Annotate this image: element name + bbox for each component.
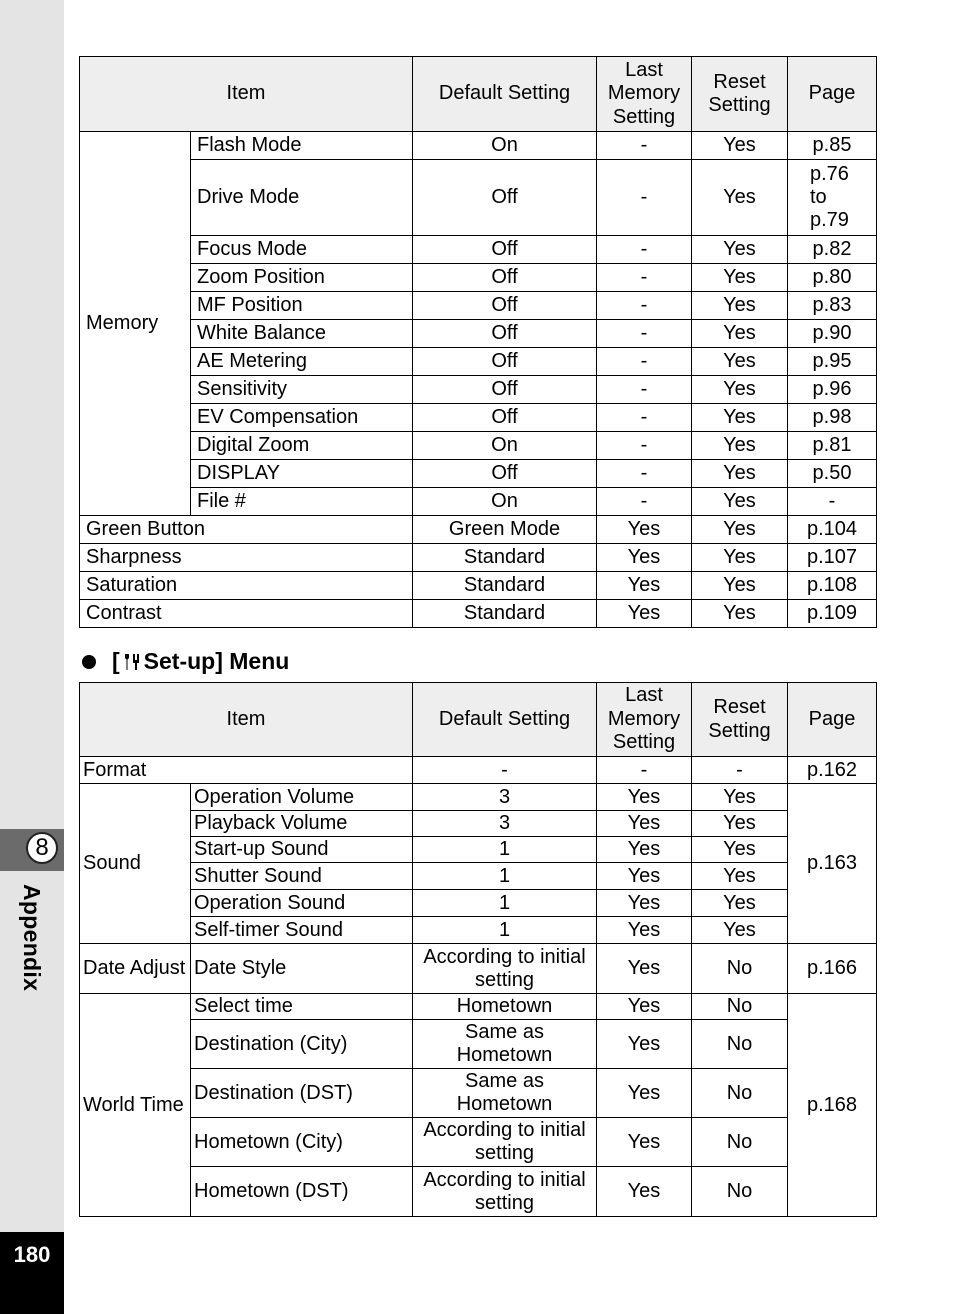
table-row	[80, 236, 877, 264]
row-last: -	[597, 320, 692, 348]
row-item: Destination (DST)	[191, 1069, 413, 1118]
page-number: 180	[13, 1242, 51, 1267]
row-page: p.85	[788, 132, 877, 160]
row-item: MF Position	[191, 292, 413, 320]
world-time-page: p.168	[788, 994, 877, 1217]
row-default: Same as Hometown	[413, 1069, 597, 1118]
row-page: p.90	[788, 320, 877, 348]
row-item: Select time	[191, 994, 413, 1020]
sidebar	[0, 0, 64, 1314]
row-item: Start-up Sound	[191, 837, 413, 863]
row-item: Operation Sound	[191, 890, 413, 917]
row-reset: No	[692, 1118, 788, 1167]
table-row	[80, 944, 877, 994]
row-default: Off	[413, 320, 597, 348]
table-row	[80, 160, 877, 236]
row-reset: Yes	[692, 544, 788, 572]
row-default: 1	[413, 917, 597, 944]
row-default: On	[413, 488, 597, 516]
header-page: Page	[788, 57, 877, 132]
table-row	[80, 890, 877, 917]
row-reset: Yes	[692, 572, 788, 600]
row-reset: Yes	[692, 236, 788, 264]
row-last: Yes	[597, 1167, 692, 1217]
table-row	[80, 600, 877, 628]
row-page: p.108	[788, 572, 877, 600]
heading-open-bracket: [	[112, 648, 120, 674]
chapter-number: 8	[26, 832, 58, 864]
bullet-icon	[82, 655, 96, 669]
row-last: Yes	[597, 863, 692, 890]
row-reset: Yes	[692, 264, 788, 292]
row-last: Yes	[597, 837, 692, 863]
row-reset: Yes	[692, 863, 788, 890]
row-last: -	[597, 292, 692, 320]
row-last: Yes	[597, 544, 692, 572]
row-last: -	[597, 376, 692, 404]
row-last: -	[597, 348, 692, 376]
row-item: Shutter Sound	[191, 863, 413, 890]
table-row	[80, 1167, 877, 1217]
row-item: Saturation	[80, 572, 413, 600]
row-last: -	[597, 404, 692, 432]
row-default: Standard	[413, 572, 597, 600]
table-header-row	[80, 57, 877, 132]
row-item: Destination (City)	[191, 1020, 413, 1069]
row-default: Off	[413, 348, 597, 376]
row-reset: Yes	[692, 132, 788, 160]
row-item: Operation Volume	[191, 784, 413, 811]
header-item: Item	[80, 57, 413, 132]
table-row	[80, 348, 877, 376]
wrench-icon	[122, 652, 142, 672]
row-reset: Yes	[692, 404, 788, 432]
row-last: Yes	[597, 1020, 692, 1069]
row-page: p.76 to p.79	[788, 160, 877, 236]
row-default: Off	[413, 236, 597, 264]
row-reset: No	[692, 1069, 788, 1118]
row-item: Hometown (DST)	[191, 1167, 413, 1217]
row-item: Self-timer Sound	[191, 917, 413, 944]
row-last: -	[597, 236, 692, 264]
row-last: Yes	[597, 890, 692, 917]
row-reset: No	[692, 994, 788, 1020]
row-last: -	[597, 460, 692, 488]
table-row	[80, 488, 877, 516]
row-item: Playback Volume	[191, 811, 413, 837]
header-page: Page	[788, 683, 877, 757]
row-item: Focus Mode	[191, 236, 413, 264]
row-last: Yes	[597, 784, 692, 811]
row-item: Flash Mode	[191, 132, 413, 160]
row-item: Date Style	[191, 944, 413, 994]
row-reset: Yes	[692, 460, 788, 488]
row-default: Off	[413, 460, 597, 488]
row-item: AE Metering	[191, 348, 413, 376]
row-last: Yes	[597, 917, 692, 944]
row-reset: Yes	[692, 811, 788, 837]
row-last: Yes	[597, 572, 692, 600]
row-item: Hometown (City)	[191, 1118, 413, 1167]
table-row	[80, 811, 877, 837]
row-reset: Yes	[692, 292, 788, 320]
row-reset: Yes	[692, 320, 788, 348]
row-reset: Yes	[692, 516, 788, 544]
header-default: Default Setting	[413, 57, 597, 132]
row-last: -	[597, 488, 692, 516]
row-item: Green Button	[80, 516, 413, 544]
row-item: Format	[80, 757, 413, 784]
table-row	[80, 404, 877, 432]
row-default: 1	[413, 863, 597, 890]
row-item: Sharpness	[80, 544, 413, 572]
row-item: EV Compensation	[191, 404, 413, 432]
row-default: -	[413, 757, 597, 784]
row-default: Same as Hometown	[413, 1020, 597, 1069]
group-memory: Memory	[80, 132, 191, 516]
row-default: Off	[413, 292, 597, 320]
table-row	[80, 132, 877, 160]
table-row	[80, 544, 877, 572]
row-default: According to initial setting	[413, 944, 597, 994]
row-default: According to initial setting	[413, 1167, 597, 1217]
setup-settings-table	[79, 682, 877, 1217]
row-page: p.50	[788, 460, 877, 488]
row-default: Standard	[413, 544, 597, 572]
table-row	[80, 863, 877, 890]
table-row	[80, 572, 877, 600]
row-reset: Yes	[692, 837, 788, 863]
row-last: Yes	[597, 600, 692, 628]
row-default: According to initial setting	[413, 1118, 597, 1167]
row-page: p.109	[788, 600, 877, 628]
row-page: p.95	[788, 348, 877, 376]
row-last: -	[597, 432, 692, 460]
row-reset: Yes	[692, 488, 788, 516]
row-item: White Balance	[191, 320, 413, 348]
row-reset: Yes	[692, 160, 788, 236]
table-row	[80, 1020, 877, 1069]
row-page: p.83	[788, 292, 877, 320]
table-row	[80, 460, 877, 488]
row-reset: Yes	[692, 348, 788, 376]
header-default: Default Setting	[413, 683, 597, 757]
table-row	[80, 917, 877, 944]
row-default: Standard	[413, 600, 597, 628]
group-sound: Sound	[80, 784, 191, 944]
row-default: On	[413, 132, 597, 160]
row-page: -	[788, 488, 877, 516]
row-reset: Yes	[692, 917, 788, 944]
row-default: Off	[413, 160, 597, 236]
table-row	[80, 264, 877, 292]
group-date-adjust: Date Adjust	[80, 944, 191, 994]
row-page: p.162	[788, 757, 877, 784]
row-reset: Yes	[692, 432, 788, 460]
row-reset: No	[692, 1167, 788, 1217]
heading-title: Set-up] Menu	[143, 648, 290, 674]
row-last: Yes	[597, 1069, 692, 1118]
sound-page: p.163	[788, 784, 877, 944]
header-item: Item	[80, 683, 413, 757]
memory-settings-table	[79, 56, 877, 628]
row-last: Yes	[597, 516, 692, 544]
row-reset: No	[692, 944, 788, 994]
row-default: Off	[413, 404, 597, 432]
row-last: Yes	[597, 811, 692, 837]
row-page: p.96	[788, 376, 877, 404]
table-row	[80, 994, 877, 1020]
table-header-row	[80, 683, 877, 757]
row-default: On	[413, 432, 597, 460]
row-default: 3	[413, 811, 597, 837]
row-last: Yes	[597, 1118, 692, 1167]
row-reset: Yes	[692, 376, 788, 404]
row-last: -	[597, 132, 692, 160]
row-default: Off	[413, 376, 597, 404]
table-row	[80, 376, 877, 404]
row-item: Digital Zoom	[191, 432, 413, 460]
row-page: p.80	[788, 264, 877, 292]
row-default: 1	[413, 890, 597, 917]
row-item: Zoom Position	[191, 264, 413, 292]
row-reset: Yes	[692, 600, 788, 628]
table-row	[80, 757, 877, 784]
row-default: Off	[413, 264, 597, 292]
row-default: 1	[413, 837, 597, 863]
row-default: Green Mode	[413, 516, 597, 544]
row-item: Contrast	[80, 600, 413, 628]
row-page: p.104	[788, 516, 877, 544]
table-row	[80, 837, 877, 863]
table-row	[80, 1118, 877, 1167]
table-row	[80, 320, 877, 348]
header-last-memory: Last Memory Setting	[597, 683, 692, 757]
row-page: p.166	[788, 944, 877, 994]
row-page: p.107	[788, 544, 877, 572]
row-last: -	[597, 160, 692, 236]
row-page: p.82	[788, 236, 877, 264]
row-reset: -	[692, 757, 788, 784]
header-last-memory: Last Memory Setting	[597, 57, 692, 132]
header-reset: Reset Setting	[692, 683, 788, 757]
chapter-title: Appendix	[19, 884, 45, 992]
table-row	[80, 784, 877, 811]
row-item: DISPLAY	[191, 460, 413, 488]
table-row	[80, 292, 877, 320]
table-row	[80, 1069, 877, 1118]
header-reset: Reset Setting	[692, 57, 788, 132]
setup-menu-heading	[80, 648, 289, 675]
row-item: Sensitivity	[191, 376, 413, 404]
row-last: Yes	[597, 994, 692, 1020]
table-row	[80, 516, 877, 544]
row-reset: No	[692, 1020, 788, 1069]
row-page: p.98	[788, 404, 877, 432]
table-row	[80, 432, 877, 460]
row-item: File #	[191, 488, 413, 516]
row-page: p.81	[788, 432, 877, 460]
row-item: Drive Mode	[191, 160, 413, 236]
row-last: -	[597, 264, 692, 292]
row-default: 3	[413, 784, 597, 811]
row-reset: Yes	[692, 784, 788, 811]
row-default: Hometown	[413, 994, 597, 1020]
group-world-time: World Time	[80, 994, 191, 1217]
row-last: Yes	[597, 944, 692, 994]
row-last: -	[597, 757, 692, 784]
row-reset: Yes	[692, 890, 788, 917]
